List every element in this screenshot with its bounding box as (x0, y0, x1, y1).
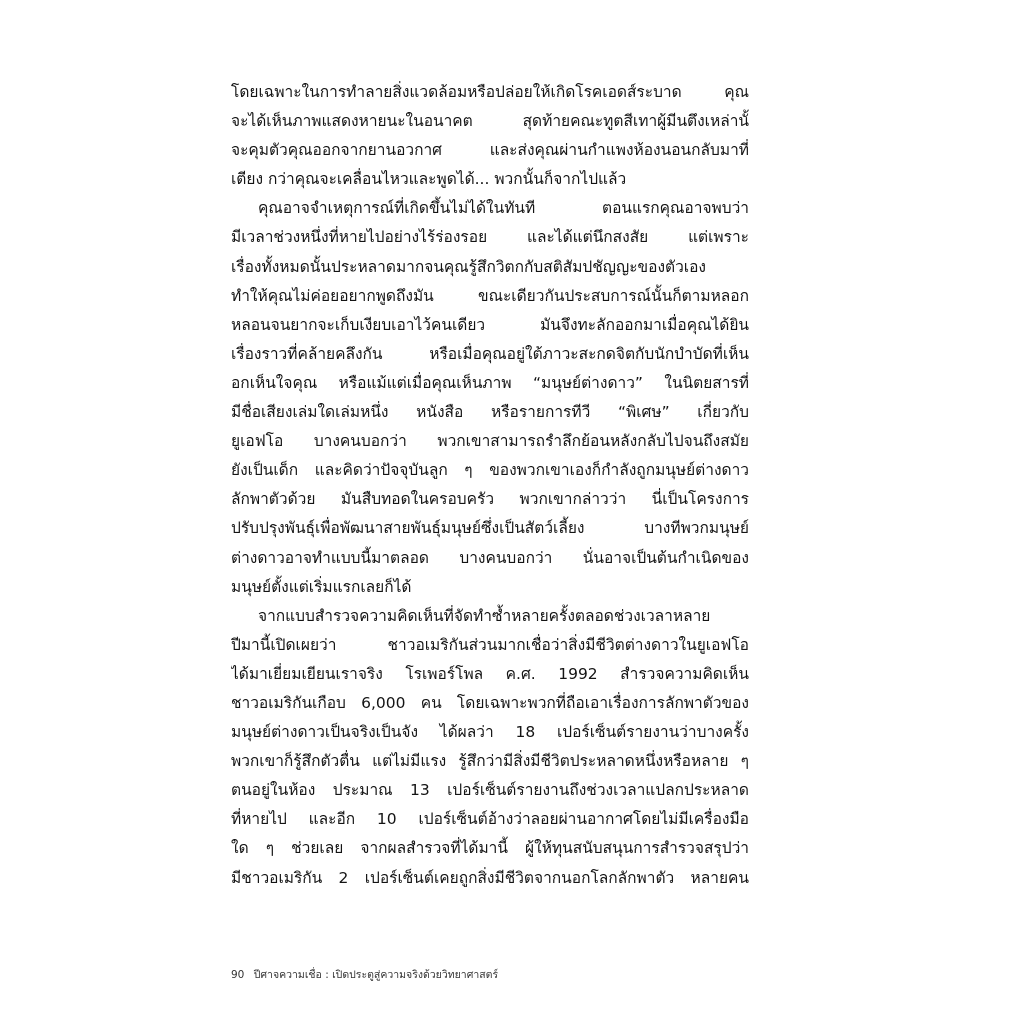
text-line: โดยเฉพาะในการทำลายสิ่งแวดล้อมหรือปล่อยให้เกิดโรคเอดส์ระบาด คุณ (231, 83, 749, 101)
text-line: ยูเอฟโอ บางคนบอกว่า พวกเขาสามารถรำลึกย้อนหลังกลับไปจนถึงสมัย (231, 432, 749, 451)
text-line: ใด ๆ ช่วยเลย จากผลสำรวจที่ได้มานี้ ผู้ให้ทุนสนับสนุนการสำรวจสรุปว่า (231, 839, 749, 858)
text-line: ปรับปรุงพันธุ์เพื่อพัฒนาสายพันธุ์มนุษย์ซึ่งเป็นสัตว์เลี้ยง บางทีพวกมนุษย์ (231, 519, 749, 538)
text-line: ยังเป็นเด็ก และคิดว่าปัจจุบันลูก ๆ ของพวกเขาเองก็กำลังถูกมนุษย์ต่างดาว (231, 461, 749, 480)
text-line: เตียง กว่าคุณจะเคลื่อนไหวและพูดได้... พวกนั้นก็จากไปแล้ว (231, 170, 627, 189)
text-line: ที่หายไป และอีก 10 เปอร์เซ็นต์อ้างว่าลอยผ่านอากาศโดยไม่มีเครื่องมือ (231, 810, 749, 829)
text-line: มนุษย์ต่างดาวเป็นจริงเป็นจัง ได้ผลว่า 18 เปอร์เซ็นต์รายงานว่าบางครั้ง (231, 723, 749, 742)
text-line: ทำให้คุณไม่ค่อยอยากพูดถึงมัน ขณะเดียวกันประสบการณ์นั้นก็ตามหลอก (231, 286, 749, 305)
text-line: พวกเขาก็รู้สึกตัวตื่น แต่ไม่มีแรง รู้สึกว่ามีสิ่งมีชีวิตประหลาดหนึ่งหรือหลาย ๆ (231, 752, 749, 771)
body-text (231, 78, 749, 893)
text-line-indent: จากแบบสำรวจความคิดเห็นที่จัดทำซ้ำหลายครั้งตลอดช่วงเวลาหลาย (258, 606, 711, 625)
book-title: ปีศาจความเชื่อ : เปิดประตูสู่ความจริงด้วยวิทยาศาสตร์ (253, 969, 499, 981)
text-line: เรื่องราวที่คล้ายคลึงกัน หรือเมื่อคุณอยู่ใต้ภาวะสะกดจิตกับนักบำบัดที่เห็น (231, 344, 749, 363)
text-line: หลอนจนยากจะเก็บเงียบเอาไว้คนเดียว มันจึงทะลักออกมาเมื่อคุณได้ยิน (231, 315, 749, 334)
text-line-indent: คุณอาจจำเหตุการณ์ที่เกิดขึ้นไม่ได้ในทันที ตอนแรกคุณอาจพบว่า (258, 199, 749, 218)
text-line: มีชื่อเสียงเล่มใดเล่มหนึ่ง หนังสือ หรือรายการทีวี “พิเศษ” เกี่ยวกับ (231, 403, 749, 422)
text-line: มีชาวอเมริกัน 2 เปอร์เซ็นต์เคยถูกสิ่งมีชีวิตจากนอกโลกลักพาตัว หลายคน (231, 868, 749, 887)
text-line: มนุษย์ตั้งแต่เริ่มแรกเลยก็ได้ (231, 577, 412, 596)
text-line: มีเวลาช่วงหนึ่งที่หายไปอย่างไร้ร่องรอย และได้แต่นึกสงสัย แต่เพราะ (231, 228, 749, 247)
text-line: ได้มาเยี่ยมเยียนเราจริง โรเพอร์โพล ค.ศ. 1992 สำรวจความคิดเห็น (231, 664, 749, 683)
text-line: ปีมานี้เปิดเผยว่า ชาวอเมริกันส่วนมากเชื่อว่าสิ่งมีชีวิตต่างดาวในยูเอฟโอ (231, 635, 749, 654)
text-line: จะคุมตัวคุณออกจากยานอวกาศ และส่งคุณผ่านกำแพงห้องนอนกลับมาที่ (231, 141, 749, 160)
page-number: 90 (231, 969, 245, 981)
page-footer (231, 966, 498, 983)
text-line: ต่างดาวอาจทำแบบนี้มาตลอด บางคนบอกว่า นั่นอาจเป็นต้นกำเนิดของ (231, 548, 749, 567)
text-line: ตนอยู่ในห้อง ประมาณ 13 เปอร์เซ็นต์รายงานถึงช่วงเวลาแปลกประหลาด (231, 781, 749, 800)
text-line: เรื่องทั้งหมดนั้นประหลาดมากจนคุณรู้สึกวิตกกับสติสัมปชัญญะของตัวเอง (231, 257, 706, 276)
text-line: อกเห็นใจคุณ หรือแม้แต่เมื่อคุณเห็นภาพ “มนุษย์ต่างดาว” ในนิตยสารที่ (231, 373, 749, 392)
text-line: จะได้เห็นภาพแสดงหายนะในอนาคต สุดท้ายคณะทูตสีเทาผู้มีนตึงเหล่านั้ (231, 112, 749, 131)
text-line: ชาวอเมริกันเกือบ 6,000 คน โดยเฉพาะพวกที่ถือเอาเรื่องการลักพาตัวของ (231, 693, 749, 712)
text-line: ลักพาตัวด้วย มันสืบทอดในครอบครัว พวกเขากล่าวว่า นี่เป็นโครงการ (231, 490, 749, 509)
